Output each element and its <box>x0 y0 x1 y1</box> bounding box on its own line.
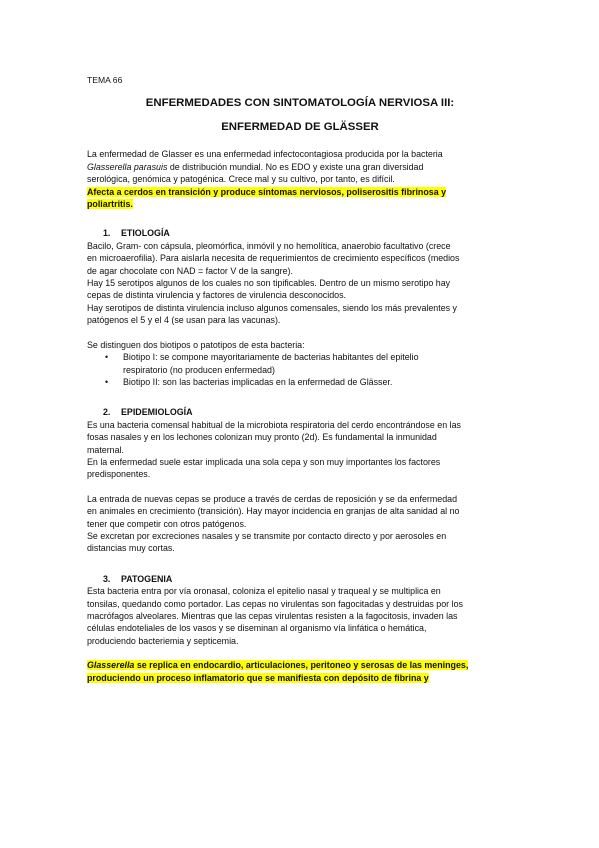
body-line: células endoteliales de los vasos y se diseminan al organismo vía linfática o hemática, <box>87 623 427 634</box>
body-line: Esta bacteria entra por vía oronasal, coloniza el epitelio nasal y traqueal y se multiplica en <box>87 586 441 597</box>
spacer <box>87 481 513 493</box>
body-line: en animales en crecimiento (transición). Hay mayor incidencia en granjas de alta sanidad al no <box>87 506 460 517</box>
body-line: cepas de distinta virulencia y factores de virulencia desconocidos. <box>87 290 346 301</box>
body-line: tonsilas, quedando como portador. Las cepas no virulentas son fagocitadas y destruidas por los <box>87 598 463 609</box>
document-title-line2: ENFERMEDAD DE GLÄSSER <box>221 121 379 134</box>
list-item: • Biotipo II: son las bacterias implicadas en la enfermedad de Glässer. <box>103 376 513 388</box>
document-title-line1: ENFERMEDADES CON SINTOMATOLOGÍA NERVIOSA III: <box>145 97 455 110</box>
body-line: en microaerofilia). Para aislarla necesita de requerimientos de crecimiento específicos (medios <box>87 253 460 264</box>
topic-number: TEMA 66 <box>87 75 123 85</box>
body-line: patógenos el 5 y el 4 (se usan para las vacunas). <box>87 315 281 326</box>
body-line: macrófagos alveolares. Mientras que las cepas virulentas resisten a la fagocitosis, invaden las <box>87 611 458 621</box>
body-line: Hay 15 serotipos algunos de los cuales no son tipificables. Dentro de un mismo serotipo hay <box>87 278 451 289</box>
intro-line: Glasserella parasuis de distribución mundial. No es EDO y existe una gran diversidad <box>87 161 424 172</box>
intro-line: La enfermedad de Glasser es una enfermedad infectocontagiosa producida por la bacteria <box>87 149 443 160</box>
highlighted-line: poliartritis. <box>87 199 133 210</box>
body-line: fosas nasales y en los lechones colonizan muy pronto (2d). Es fundamental la inmunidad <box>87 432 437 443</box>
species-name: Glasserella <box>87 660 135 671</box>
section-epidemiologia <box>87 406 513 554</box>
bullet-list <box>87 351 513 388</box>
body-line: En la enfermedad suele estar implicada una sola cepa y son muy importantes los factores <box>87 456 441 467</box>
list-item: • Biotipo I: se compone mayoritariamente de bacterias habitantes del epitelio respiratorio (no producen enfermedad) <box>103 351 513 376</box>
section-heading: 3. PATOGENIA <box>103 573 173 584</box>
highlighted-line: produciendo un proceso inflamatorio que se manifiesta con depósito de fibrina y <box>87 672 429 683</box>
body-line: La entrada de nuevas cepas se produce a través de cerdas de reposición y se da enfermedad <box>87 493 458 504</box>
species-name: Glasserella parasuis <box>87 161 168 172</box>
body-line: Se excretan por excreciones nasales y se transmite por contacto directo y por aerosoles en <box>87 530 447 541</box>
section-heading: 1. ETIOLOGÍA <box>103 228 170 239</box>
highlighted-line: Glasserella se replica en endocardio, articulaciones, peritoneo y serosas de las meninges, <box>87 660 469 671</box>
body-line: produciendo bacteriemia y septicemia. <box>87 635 239 646</box>
spacer <box>87 327 513 339</box>
body-line: distancias muy cortas. <box>87 543 175 554</box>
body-line: Bacilo, Gram- con cápsula, pleomórfica, inmóvil y no hemolítica, anaerobio facultativo (crece <box>87 240 451 251</box>
body-line: Es una bacteria comensal habitual de la microbiota respiratoria del cerdo encontrándose en las <box>87 419 461 430</box>
highlighted-line: Afecta a cerdos en transición y produce síntomas nerviosos, poliserositis fibrinosa y <box>87 186 447 197</box>
section-etiologia <box>87 227 513 388</box>
body-line: tener que competir con otros patógenos. <box>87 518 247 529</box>
body-line: de agar chocolate con NAD = factor V de la sangre). <box>87 265 293 276</box>
section-patogenia <box>87 573 513 684</box>
spacer <box>87 647 513 659</box>
body-line: Hay serotipos de distinta virulencia incluso algunos comensales, siendo los más prevalentes y <box>87 302 457 313</box>
intro-paragraph <box>87 148 513 210</box>
body-line: maternal. <box>87 444 124 455</box>
intro-line: serológica, genómica y patogénica. Crece mal y su cultivo, por tanto, es difícil. <box>87 174 395 185</box>
section-heading: 2. EPIDEMIOLOGÍA <box>103 407 193 418</box>
body-line: Se distinguen dos biotipos o patotipos de esta bacteria: <box>87 339 305 350</box>
body-line: predisponentes. <box>87 469 151 480</box>
